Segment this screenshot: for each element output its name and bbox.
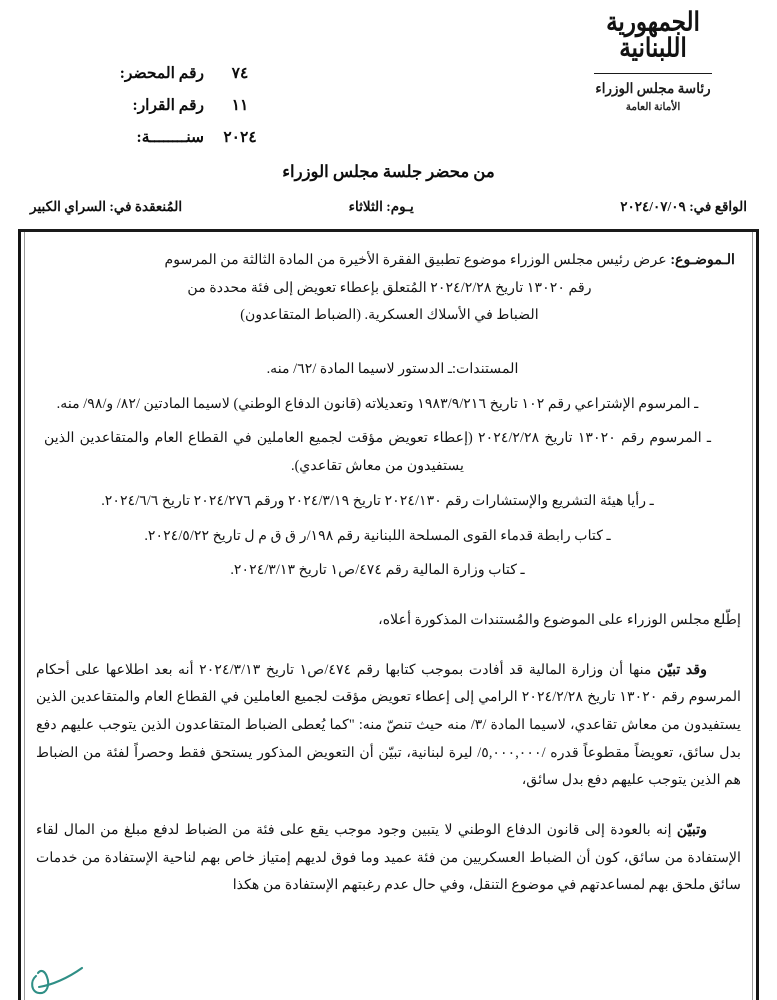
session-place: المُنعقدة في: السراي الكبير (30, 199, 183, 214)
documents-item-1-row: ـ المرسوم الإشتراعي رقم ١٠٢ تاريخ ١٩٨٣/٩/٢١٦ وتعديلاته (قانون الدفاع الوطني) لاسيما المادتين /٨٢/ و/٩٨/ منه. (56, 395, 699, 412)
decision-number-value: ١١ (231, 97, 249, 114)
year-label: سنــــــــة: (136, 129, 204, 146)
body-paragraph-2 (36, 817, 741, 900)
secretariat-title: الأمانة العامة (625, 102, 681, 113)
session-meta (30, 199, 747, 215)
body-intro: إطّلع مجلس الوزراء على الموضوع والمُستندات المذكورة أعلاه، (378, 611, 741, 628)
document-body (36, 247, 741, 900)
year-row (96, 128, 276, 147)
session-day: يـوم: الثلاثاء (348, 199, 414, 214)
subject-text-1: عرض رئيس مجلس الوزراء موضوع تطبيق الفقرة الأخيرة من المادة الثالثة من المرسوم (164, 252, 667, 268)
paragraph-1-text: منها أن وزارة المالية قد أفادت بموجب كتابها رقم ٤٧٤/ص١ تاريخ ٢٠٢٤/٣/١٣ أنه بعد اطلاعها على أحكام المرسوم رقم ١٣٠٢٠ تاريخ ٢٠٢٤/٢/٢٨ الرامي إلى إعطاء تعويض مؤقت لجميع العاملين في القطاع العام والمتقاعدين الذين يستفيدون من معاش تقاعدي، لاسيما المادة /٣/ منه حيث تنصّ منه: "كما يُعطى الضباط المتقاعدون الذين يتوجب عليهم دفع بدل سائق، تعويضاً مقطوعاً قدره /٥,٠٠٠,٠٠٠/ ليرة لبنانية، تبيّن أن التعويض المذكور يستحق فقط وحصراً لفئة من الضباط هم الذين يتوجب عليهم دفع بدل سائق، (36, 661, 742, 789)
documents-heading-row (44, 356, 741, 384)
documents-label: المستندات: (452, 361, 519, 378)
session-date: الواقع في: ٢٠٢٤/٠٧/٠٩ (620, 199, 747, 214)
subject-label: الـموضـوع: (670, 252, 735, 268)
subject-line-3: الضباط في الأسلاك العسكرية. (الضباط المتقاعدون) (240, 307, 539, 324)
subject-block (36, 247, 741, 330)
subject-line-2: رقم ١٣٠٢٠ تاريخ ٢٠٢٤/٢/٢٨ المُتعلق بإعطاء تعويض إلى فئة محددة من (187, 279, 592, 296)
handwritten-initial-mark-icon (28, 960, 98, 998)
documents-item-4-row: ـ كتاب رابطة قدماء القوى المسلحة اللبنانية رقم ١٩٨/ر ق ق م ل تاريخ ٢٠٢٤/٥/٢٢. (144, 527, 611, 544)
letterhead (553, 8, 753, 113)
republic-name-line1: الجمهورية (606, 8, 700, 36)
decision-number-label: رقم القرار: (132, 97, 204, 114)
documents-item-3-row: ـ رأيا هيئة التشريع والإستشارات رقم ٢٠٢٤/١٣٠ تاريخ ٢٠٢٤/٣/١٩ ورقم ٢٠٢٤/٢٧٦ تاريخ ٢٠٢٤/٦/٦. (101, 492, 654, 509)
minutes-number-label: رقم المحضر: (119, 65, 204, 82)
minutes-number-row (96, 64, 276, 83)
republic-name-line2: اللبنانية (619, 33, 687, 62)
paragraph-2-lead: وتبيّن (676, 822, 707, 838)
documents-item-0: ـ الدستور لاسيما المادة /٦٢/ منه. (266, 361, 453, 378)
documents-block (36, 356, 741, 585)
paragraph-2-text: إنه بالعودة إلى قانون الدفاع الوطني لا يتبين وجود موجب يقع على فئة من الضباط لدفع مبلغ من المال لقاء الإستفادة من سائق، كون أن الضباط العسكريين من فئة عميد وما فوق لديهم إمتياز خاص بهم لناحية الإستفادة من خدمات سائق ملحق بهم لمساعدتهم في موضوع التنقل، وفي حال عدم رغبتهم الإستفادة من هكذا (36, 822, 741, 894)
session-title: من محضر جلسة مجلس الوزراء (282, 162, 495, 181)
letterhead-divider (594, 73, 712, 75)
reference-numbers (96, 64, 276, 160)
documents-item-2-row: ـ المرسوم رقم ١٣٠٢٠ تاريخ ٢٠٢٤/٢/٢٨ (إعطاء تعويض مؤقت لجميع العاملين في القطاع العام والمتقاعدين الذين يستفيدون من معاش تقاعدي). (44, 430, 712, 475)
minutes-number-value: ٧٤ (231, 65, 249, 82)
decision-number-row (96, 96, 276, 115)
paragraph-1-lead: وقد تبيّن (657, 661, 707, 678)
body-paragraph-1 (36, 657, 741, 795)
year-value: ٢٠٢٤ (223, 129, 257, 146)
documents-item-5-row: ـ كتاب وزارة المالية رقم ٤٧٤/ص١ تاريخ ٢٠٢٤/٣/١٣. (230, 562, 525, 579)
subject-line-1 (44, 247, 735, 275)
presidency-title: رئاسة مجلس الوزراء (595, 80, 711, 97)
